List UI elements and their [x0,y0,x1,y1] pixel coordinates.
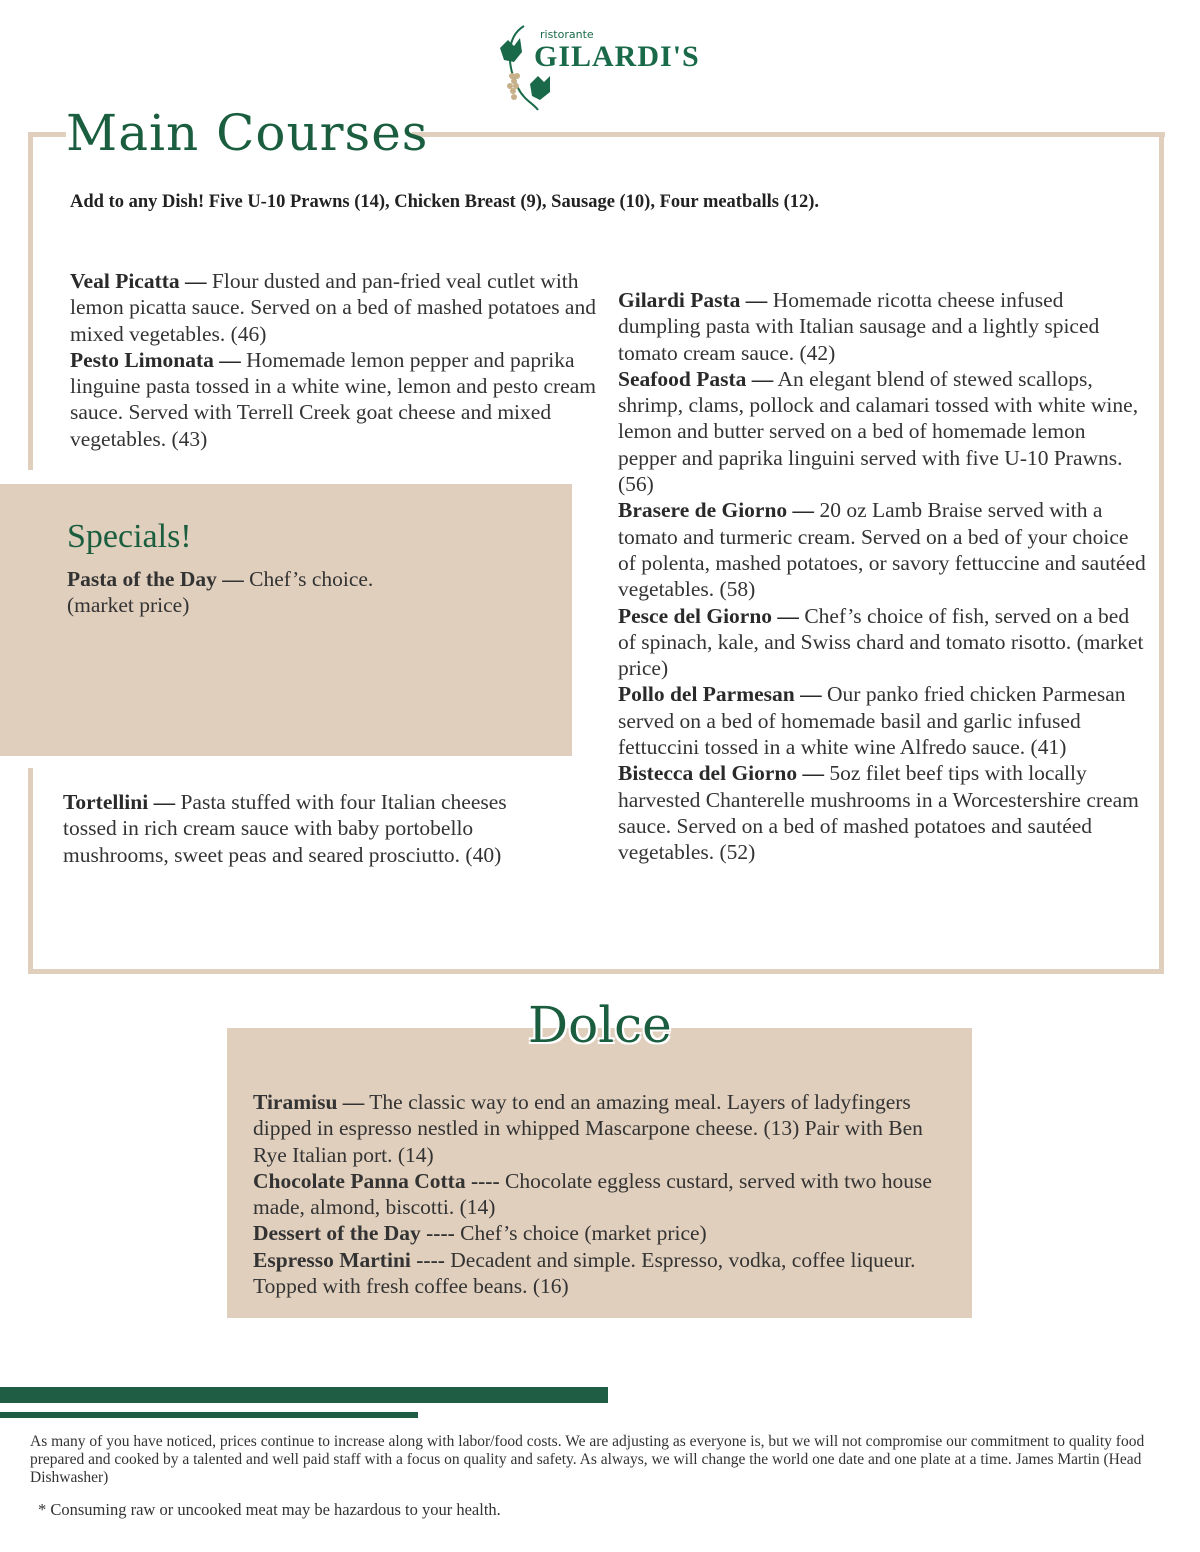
price-note: As many of you have noticed, prices continue to increase along with labor/food costs. We are adjusting as everyone is, but we will not compromise our commitment to quality food prepared and cooked by a talented and well paid staff with a focus on quality and safety. As always, we will change the world one date and one plate at a time. James Martin (Head Dishwasher) [30,1433,1145,1486]
menu-item [70,347,600,452]
menu-item-desc: Chef’s choice of fish, served on a bed of spinach, kale, and Swiss chard and tomato risotto. (market price) [618,603,1144,681]
health-warning: * Consuming raw or uncooked meat may be hazardous to your health. [38,1500,501,1519]
menu-item-desc: Flour dusted and pan-fried veal cutlet with lemon picatta sauce. Served on a bed of mashed potatoes and mixed vegetables. (46) [70,269,596,346]
frame-border [28,969,1164,974]
menu-item-desc: Homemade ricotta cheese infused dumpling pasta with Italian sausage and a lightly spiced tomato cream sauce. (42) [618,288,1100,365]
menu-item-desc: 5oz filet beef tips with locally harvested Chanterelle mushrooms in a Worcestershire cream sauce. Served on a bed of mashed potatoes and sautéed vegetables. (52) [618,761,1139,865]
main-left-column [70,268,600,452]
menu-item-name: Bistecca del Giorno — [618,761,825,786]
dessert-item-name: Dessert of the Day ---- [253,1221,455,1246]
specials-item-price: (market price) [67,593,190,618]
specials-item [67,566,547,619]
specials-item-desc: Chef’s choice. [243,567,374,591]
menu-item-name: Seafood Pasta — [618,366,774,391]
menu-item-desc: Homemade lemon pepper and paprika linguine pasta tossed in a white wine, lemon and pesto cream sauce. Served with Terrell Creek goat cheese and mixed vegetables. (43) [70,347,597,451]
menu-item [618,366,1148,497]
addon-note: Add to any Dish! Five U-10 Prawns (14), Chicken Breast (9), Sausage (10), Four meatballs (12). [70,192,820,212]
logo-subtitle: ristorante [540,28,594,41]
footer-bar [0,1412,418,1418]
menu-item-name: Veal Picatta — [70,269,207,293]
frame-border [28,132,33,470]
menu-item-desc: An elegant blend of stewed scallops, shrimp, clams, pollock and calamari tossed with white wine, lemon and butter served on a bed of homemade lemon pepper and paprika linguini served with five U-10 Prawns. (56) [618,366,1139,497]
frame-border [28,132,66,137]
menu-item-name: Pesce del Giorno — [618,603,799,628]
restaurant-logo [494,18,700,114]
frame-border [1159,132,1164,974]
specials-title: Specials! [67,518,192,555]
menu-item-desc: Our panko fried chicken Parmesan served on a bed of homemade basil and garlic infused fettuccini tossed in a white wine Alfredo sauce. (41) [618,682,1126,760]
menu-item [618,497,1148,602]
dessert-item [253,1168,953,1221]
menu-item-name: Tortellini — [63,790,176,814]
menu-item-desc: Pasta stuffed with four Italian cheeses tossed in rich cream sauce with baby portobello mushrooms, sweet peas and seared prosciutto. (40) [63,790,507,867]
specials-panel [0,484,572,756]
menu-item-name: Pollo del Parmesan — [618,682,822,707]
dessert-item-name: Chocolate Panna Cotta ---- [253,1168,500,1193]
dolce-title: Dolce [528,996,672,1054]
specials-item-name: Pasta of the Day — [67,567,244,591]
dessert-item-desc: Chef’s choice (market price) [454,1221,707,1246]
main-courses-title: Main Courses [66,104,429,162]
menu-item [618,603,1148,682]
footer-bar [0,1387,608,1403]
menu-item [63,789,563,868]
dessert-item-name: Tiramisu — [253,1090,365,1114]
dessert-item-desc: Decadent and simple. Espresso, vodka, coffee liqueur. Topped with fresh coffee beans. (16) [253,1247,916,1299]
main-right-column [618,287,1148,866]
menu-item-name: Brasere de Giorno — [618,498,815,523]
dessert-item [253,1089,953,1168]
dessert-item [253,1220,953,1246]
menu-item-name: Gilardi Pasta — [618,288,768,312]
frame-border [412,132,1165,137]
frame-border [28,768,33,974]
dessert-item-desc: The classic way to end an amazing meal. Layers of ladyfingers dipped in espresso nestled in whipped Mascarpone cheese. (13) Pair with Ben Rye Italian port. (14) [253,1090,923,1167]
menu-item [70,268,600,347]
dessert-item-desc: Chocolate eggless custard, served with two house made, almond, biscotti. (14) [253,1168,932,1220]
menu-item [618,681,1148,760]
tortellini-item [63,789,563,868]
menu-item-desc: 20 oz Lamb Braise served with a tomato and turmeric cream. Served on a bed of your choice of polenta, mashed potatoes, or savory fettuccine and sautéed vegetables. (58) [618,498,1146,602]
menu-item [618,760,1148,865]
dolce-list [253,1089,953,1299]
menu-item-name: Pesto Limonata — [70,347,241,372]
logo-name: GILARDI'S [534,40,700,73]
dessert-item [253,1247,953,1300]
dessert-item-name: Espresso Martini ---- [253,1247,445,1272]
menu-item [618,287,1148,366]
